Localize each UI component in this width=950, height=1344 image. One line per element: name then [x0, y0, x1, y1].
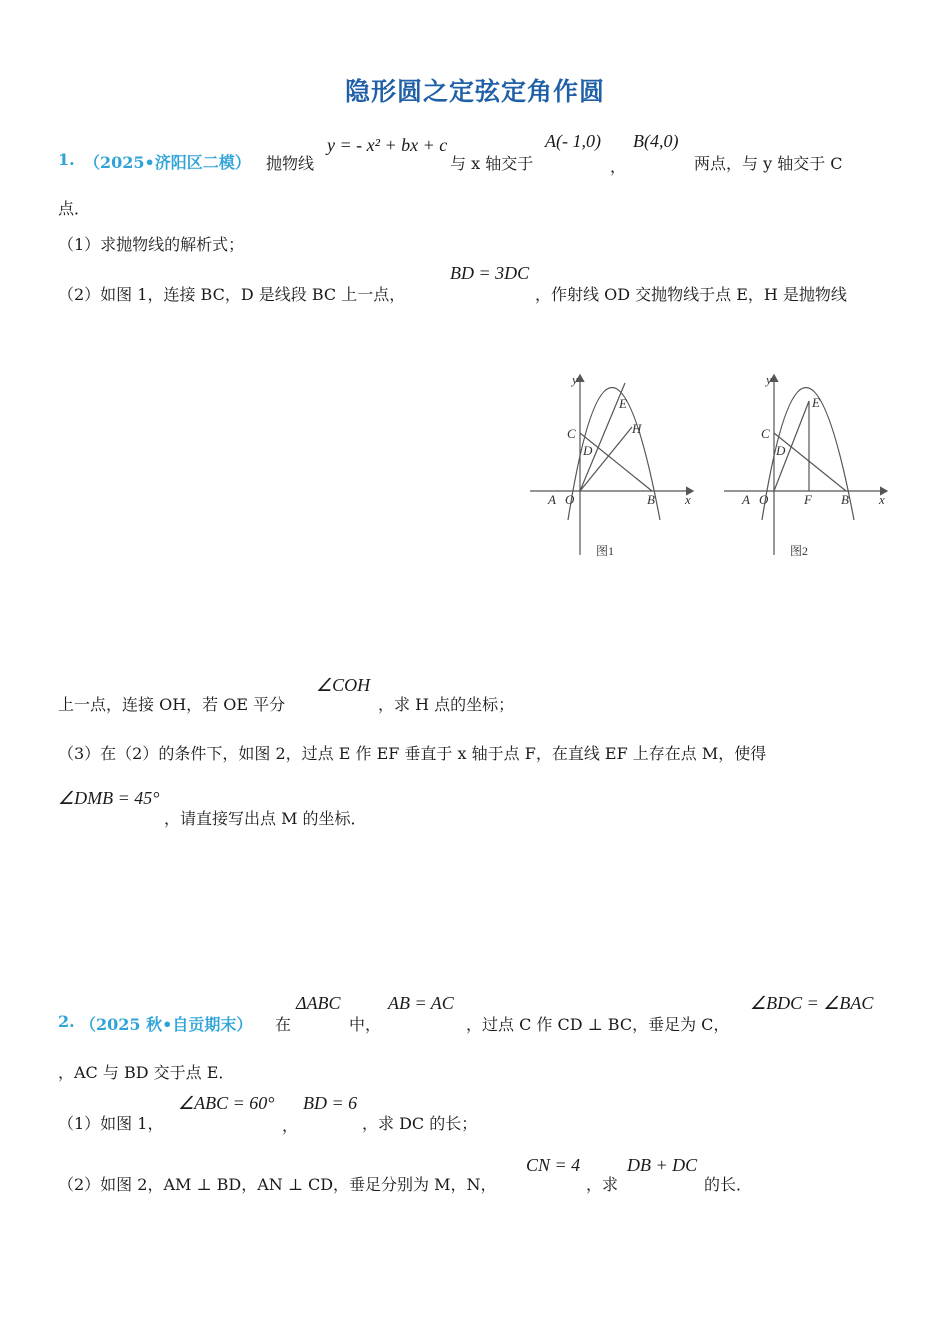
math-bd-6: BD = 6: [303, 1093, 358, 1113]
fig1-label-e: E: [619, 396, 627, 411]
math-cn-4: CN = 4: [526, 1155, 581, 1175]
sub-question-2: （2）如图 2，AM ⊥ BD，AN ⊥ CD，垂足分别为 M，N，: [58, 1175, 497, 1194]
sub-question-1: （1）如图 1，: [58, 1114, 164, 1133]
text-segment: ，作射线 OD 交抛物线于点 E，H 是抛物线: [535, 285, 847, 304]
page-title: 隐形圆之定弦定角作圆: [344, 77, 605, 106]
text-segment: ，过点 C 作 CD ⊥ BC，垂足为 C，: [466, 1015, 730, 1034]
fig2-label-a: A: [742, 492, 750, 507]
fig1-label-d: D: [583, 443, 593, 458]
text-segment: 中，: [349, 1015, 382, 1034]
figure-1: [530, 375, 693, 555]
text-segment: ，求 DC 的长；: [362, 1114, 478, 1133]
fig1-label-c: C: [567, 426, 576, 441]
text-segment: 点．: [58, 199, 91, 218]
text-segment: 上一点，连接 OH，若 OE 平分: [58, 695, 286, 714]
text-segment: 在: [275, 1015, 292, 1034]
figure-2: [724, 375, 887, 555]
question-source: （2025 秋•自贡期末）: [80, 1015, 253, 1034]
text-segment: ，请直接写出点 M 的坐标．: [164, 809, 367, 828]
segment-bc: [580, 433, 652, 491]
fig2-label-x: x: [879, 492, 885, 507]
fig1-label-x: x: [685, 492, 691, 507]
math-db-plus-dc: DB + DC: [627, 1155, 698, 1175]
fig1-label-a: A: [548, 492, 556, 507]
fig1-label-y: y: [572, 372, 578, 387]
math-angle-bdc: ∠BDC = ∠BAC: [750, 993, 874, 1013]
question-source: （2025•济阳区二模）: [84, 153, 251, 172]
text-segment: ，求 H 点的坐标；: [378, 695, 515, 714]
question-number: 1.: [58, 150, 75, 169]
fig2-caption: 图2: [790, 544, 809, 558]
fig2-label-c: C: [761, 426, 770, 441]
math-parabola-equation: y = - x² + bx + c: [327, 135, 448, 155]
text-segment: 与 x 轴交于: [450, 154, 534, 173]
fig2-label-f: F: [804, 492, 812, 507]
math-angle-coh: ∠COH: [316, 675, 371, 695]
geometry-figures: [528, 365, 893, 570]
math-point-a: A(- 1,0): [545, 131, 601, 151]
fig1-caption: 图1: [596, 544, 615, 558]
fig2-label-d: D: [776, 443, 786, 458]
math-triangle: ΔABC: [296, 993, 341, 1013]
fig2-label-o: O: [759, 492, 769, 507]
sub-question-1: （1）求抛物线的解析式；: [58, 235, 245, 254]
math-ab-eq-ac: AB = AC: [388, 993, 454, 1013]
text-segment: ，求: [586, 1175, 619, 1194]
sub-question-3: （3）在（2）的条件下，如图 2，过点 E 作 EF 垂直于 x 轴于点 F，在直线 EF 上存在点 M，使得: [58, 744, 767, 763]
fig1-label-h: H: [632, 421, 642, 436]
question-number: 2.: [58, 1012, 75, 1031]
text-segment: 抛物线: [266, 154, 315, 173]
text-segment: ，: [610, 157, 627, 176]
text-segment: ，AC 与 BD 交于点 E．: [58, 1063, 235, 1082]
figures: [528, 365, 893, 570]
math-point-b: B(4,0): [633, 131, 679, 151]
math-bd-eq: BD = 3DC: [450, 263, 530, 283]
fig2-label-e: E: [812, 395, 820, 410]
fig1-label-b: B: [647, 492, 655, 507]
segment-oh: [580, 427, 632, 491]
fig1-label-o: O: [565, 492, 575, 507]
text-segment: 的长．: [704, 1175, 753, 1194]
fig2-label-y: y: [766, 372, 772, 387]
sub-question-2: （2）如图 1，连接 BC，D 是线段 BC 上一点，: [58, 285, 406, 304]
text-segment: ，: [282, 1116, 299, 1135]
fig2-label-b: B: [841, 492, 849, 507]
text-segment: 两点，与 y 轴交于 C: [694, 154, 843, 173]
math-angle-dmb: ∠DMB = 45°: [58, 788, 160, 808]
math-angle-abc: ∠ABC = 60°: [178, 1093, 275, 1113]
